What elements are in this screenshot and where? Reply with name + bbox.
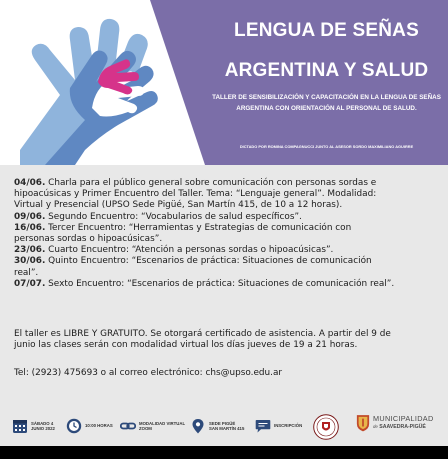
subtitle-line-1: TALLER DE SENSIBILIZACIÓN Y CAPACITACIÓN EN LA LENGUA DE SEÑAS xyxy=(212,94,441,101)
subtitle xyxy=(205,92,448,114)
schedule-line xyxy=(14,223,442,234)
municipality-shield-icon xyxy=(356,414,370,432)
footer-place-line2: SAN MARTÍN 415 xyxy=(209,426,245,431)
title-line-2: ARGENTINA Y SALUD xyxy=(224,60,429,81)
workshop-info xyxy=(14,329,439,351)
sign-language-hands-icon xyxy=(0,0,200,165)
info-line-1: El taller es LIBRE Y GRATUITO. Se otorgará certificado de asistencia. A partir del 9 de xyxy=(14,329,391,339)
chat-bubble-icon xyxy=(255,418,271,434)
footer-date-line1: SÁBADO 4 xyxy=(31,420,54,426)
schedule-line xyxy=(14,268,442,279)
schedule-line xyxy=(14,256,442,267)
footer-mode-line1: MODALIDAD VIRTUAL xyxy=(139,420,186,426)
university-seal-icon xyxy=(313,414,339,440)
schedule-text: real”. xyxy=(14,267,39,278)
footer-time-line1: 10:00 HORAS xyxy=(85,423,113,429)
footer-date-line2: JUNIO 2022 xyxy=(31,426,55,431)
schedule-text: Cuarto Encuentro: “Atención a personas sordas o hipoacúsicas”. xyxy=(45,245,334,256)
schedule-text: personas sordas o hipoacúsicas”. xyxy=(14,234,163,245)
footer xyxy=(0,406,448,446)
footer-place-line1: SEDE PIGÜÉ xyxy=(209,420,236,426)
header xyxy=(0,0,448,165)
municipality-name: MUNICIPALIDAD xyxy=(373,414,434,423)
schedule-text: Tercer Encuentro: “Herramientas y Estrategias de comunicación con xyxy=(45,222,352,233)
schedule-text: Virtual y Presencial (UPSO Sede Pigüé, San Martín 415, de 10 a 12 horas). xyxy=(14,200,343,211)
schedule-date: 30/06. xyxy=(14,256,46,267)
schedule-list xyxy=(14,178,442,290)
schedule-line xyxy=(14,200,442,211)
location-pin-icon xyxy=(190,418,206,434)
footer-mode-line2: ZOOM xyxy=(139,426,152,431)
schedule-date: 07/07. xyxy=(14,278,46,289)
schedule-text: hipoacúsicas y Primer Encuentro del Taller. Tema: “Lenguaje general”. Modalidad: xyxy=(14,189,377,200)
credit-line: DICTADO POR ROMINA COMPAGNUCCI JUNTO AL ASESOR SORDO MAXIMILIANO AGUIRRE xyxy=(239,144,414,149)
schedule-text: Charla para el público general sobre comunicación con personas sordas e xyxy=(45,178,377,188)
schedule-line xyxy=(14,245,442,256)
clock-icon xyxy=(66,418,82,434)
contact-info: Tel: (2923) 475693 o al correo electrónico: chs@upso.edu.ar xyxy=(14,368,283,378)
subtitle-line-2: ARGENTINA CON ORIENTACIÓN AL PERSONAL DE SALUD. xyxy=(236,105,417,112)
footer-mode xyxy=(120,418,185,434)
link-icon xyxy=(120,418,136,434)
calendar-icon xyxy=(12,418,28,434)
schedule-date: 09/06. xyxy=(14,211,46,222)
municipality-logo xyxy=(356,414,434,432)
schedule-text: Segundo Encuentro: “Vocabularios de salud específicos”. xyxy=(45,211,302,222)
footer-registration[interactable] xyxy=(255,418,302,434)
schedule-line xyxy=(14,178,442,189)
schedule-date: 16/06. xyxy=(14,222,46,233)
municipality-de: de xyxy=(373,424,378,429)
schedule-text: Sexto Encuentro: “Escenarios de práctica: Situaciones de comunicación real”. xyxy=(45,278,395,289)
title-line-1: LENGUA DE SEÑAS xyxy=(234,20,419,41)
footer-registration-label: INSCRIPCIÓN xyxy=(274,423,303,429)
footer-place xyxy=(190,418,244,434)
schedule-date: 23/06. xyxy=(14,245,46,256)
schedule-text: Quinto Encuentro: “Escenarios de práctica: Situaciones de comunicación xyxy=(45,256,372,267)
footer-time xyxy=(66,418,113,434)
schedule-line xyxy=(14,234,442,245)
municipality-place: SAAVEDRA-PIGÜÉ xyxy=(379,424,426,430)
footer-date xyxy=(12,418,55,434)
schedule-line xyxy=(14,189,442,200)
schedule-line xyxy=(14,279,442,290)
upso-seal xyxy=(313,414,339,440)
info-line-2: junio las clases serán con modalidad virtual los días jueves de 19 a 21 horas. xyxy=(14,340,358,351)
bottom-strip xyxy=(0,446,448,459)
schedule-line xyxy=(14,212,442,223)
schedule-date: 04/06. xyxy=(14,178,46,188)
